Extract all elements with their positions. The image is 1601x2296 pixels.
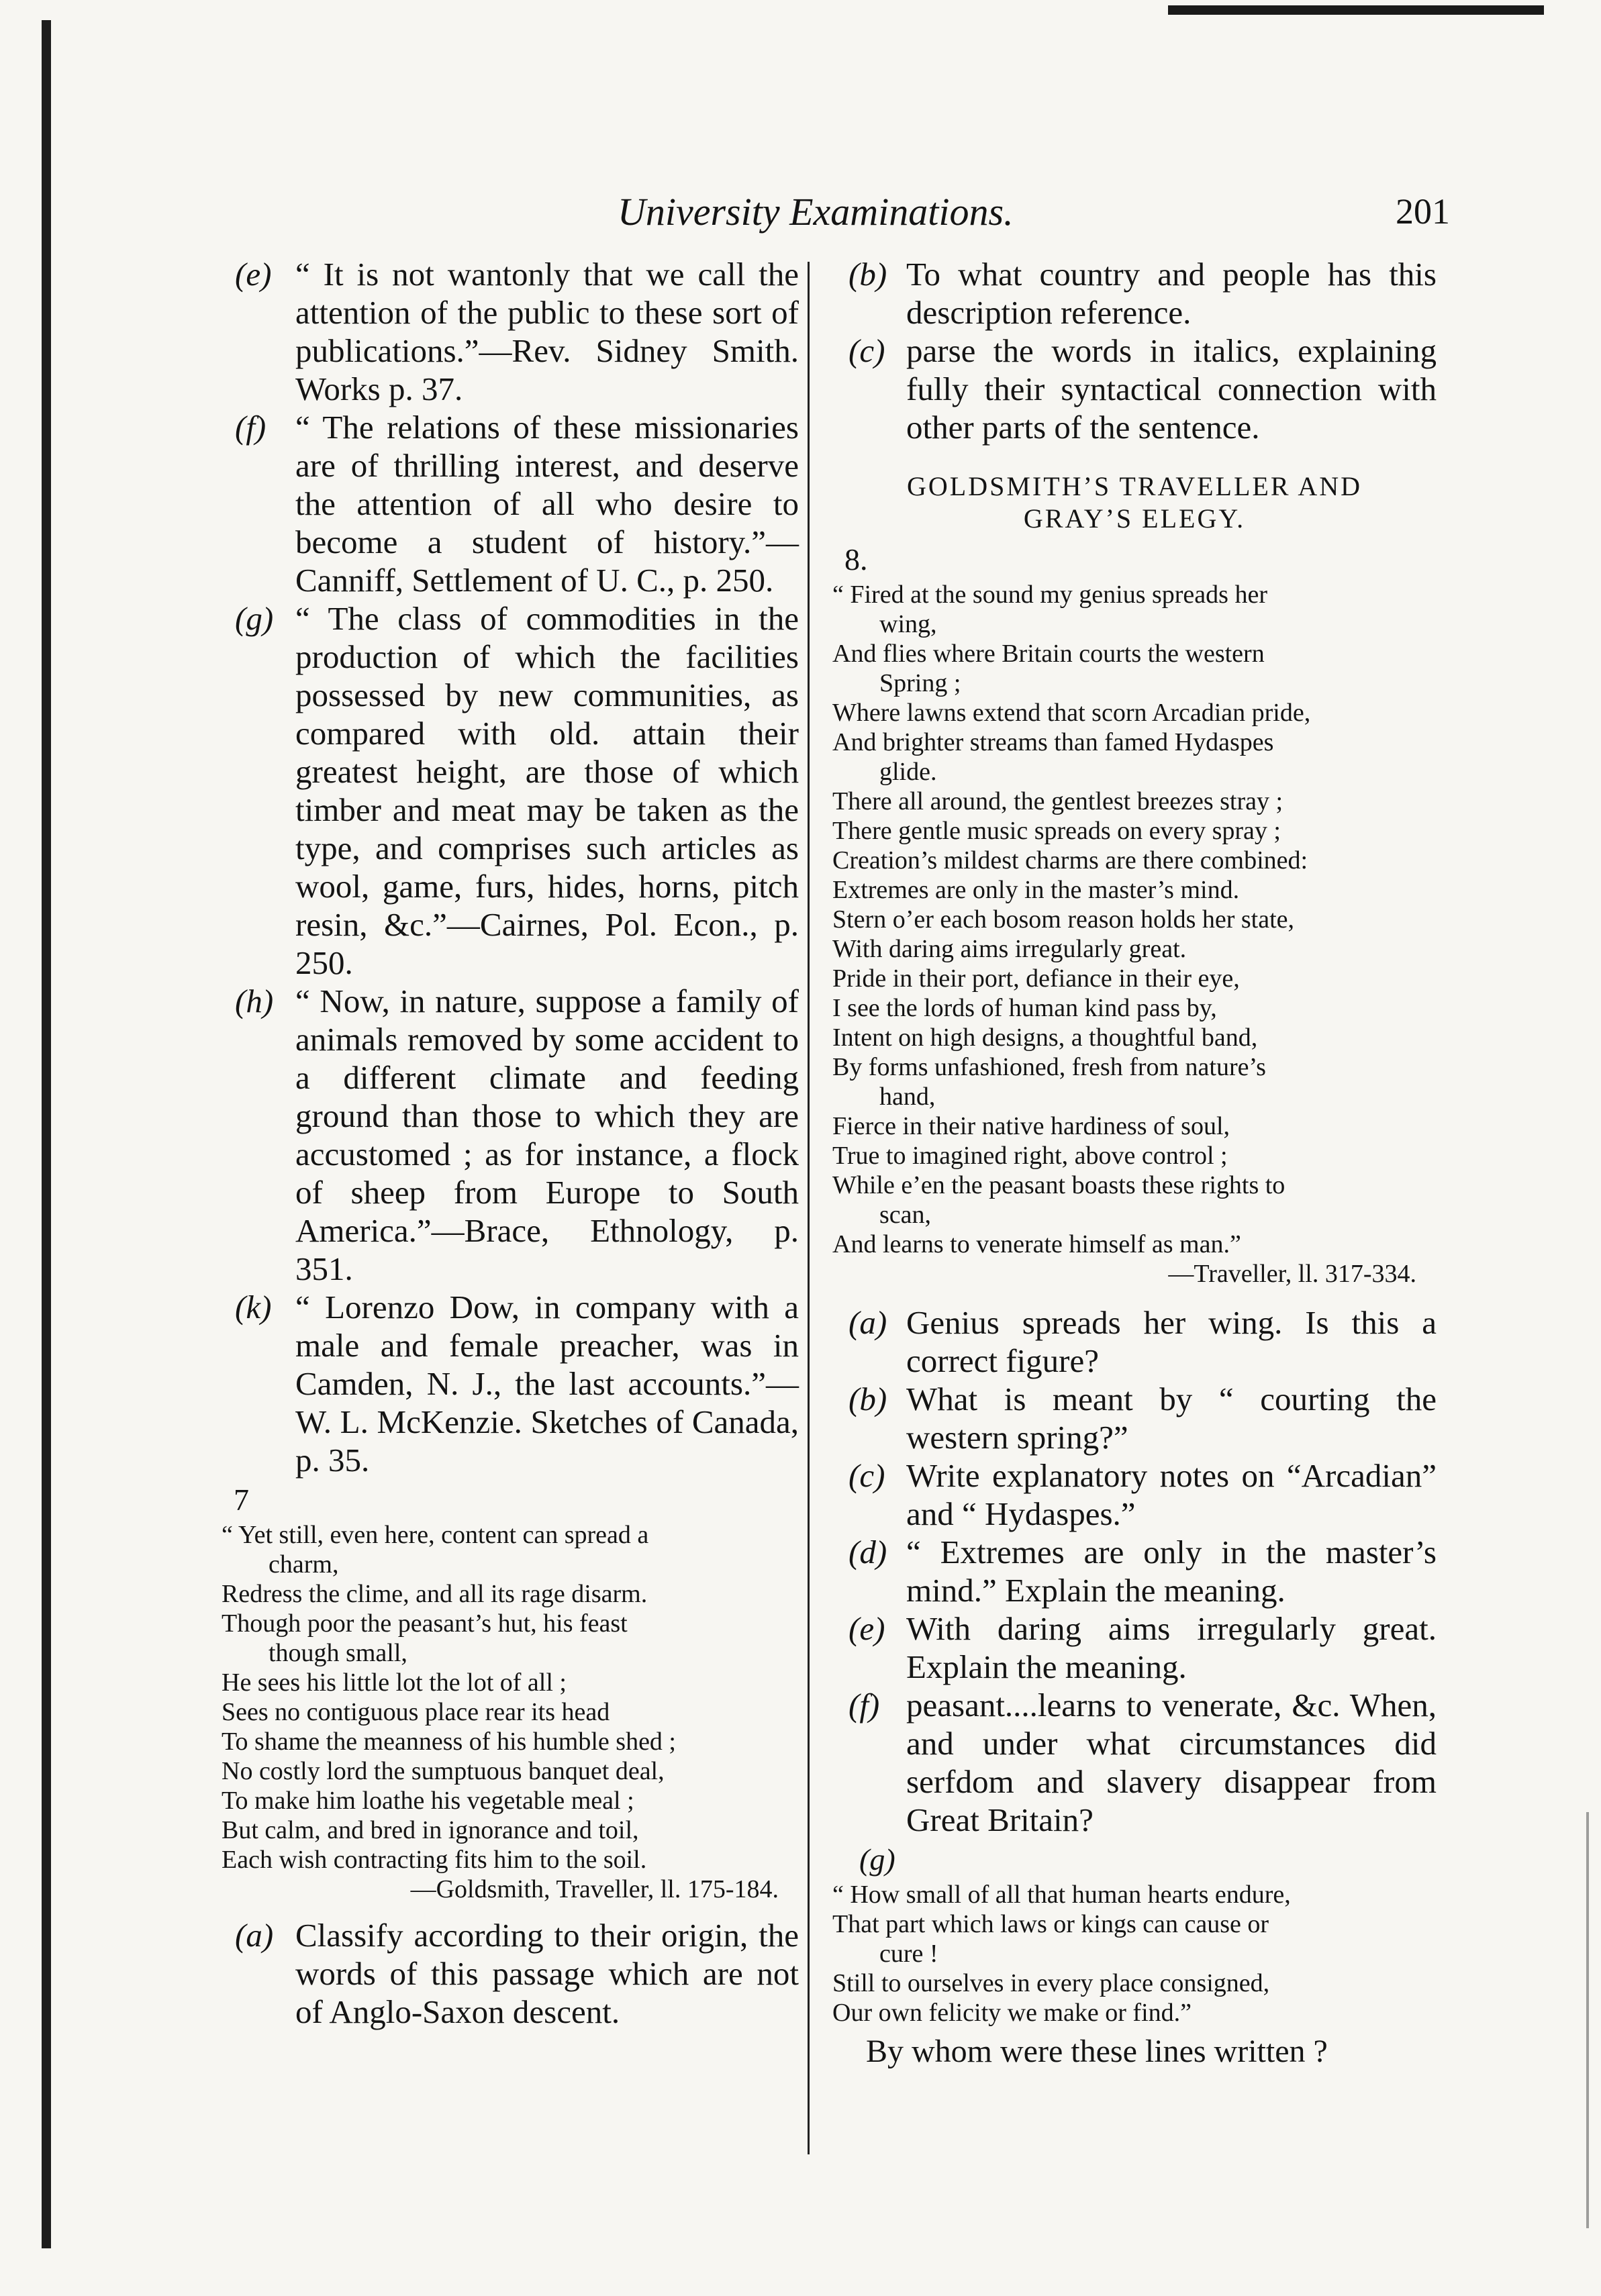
question-item-e bbox=[222, 255, 799, 408]
item-label: (a) bbox=[235, 1917, 274, 1954]
item-text: To what country and people has this description reference. bbox=[906, 256, 1437, 331]
poem-line: I see the lords of human kind pass by, bbox=[832, 994, 1217, 1022]
item-text: Genius spreads her wing. Is this a correct figure? bbox=[906, 1304, 1437, 1379]
poem-line: Redress the clime, and all its rage disarm. bbox=[222, 1580, 648, 1608]
poem-line: Each wish contracting fits him to the soil. bbox=[222, 1846, 647, 1874]
item-text: “ Now, in nature, suppose a family of animals removed by some accident to a different climate and feeding ground than those to which they are accustomed ; as for instance, a flock of sheep from Europe to South America.”—Brace, Ethnology, p. 351. bbox=[295, 983, 799, 1287]
right-column bbox=[832, 255, 1437, 2070]
item-text: “ The relations of these missionaries are of thrilling interest, and deserve the attention of all who desire to become a student of history.”—Canniff, Settlement of U. C., p. 250. bbox=[295, 409, 799, 599]
poem-line: And flies where Britain courts the western bbox=[832, 640, 1265, 668]
closing-question: By whom were these lines written ? bbox=[866, 2034, 1328, 2069]
item-label: (c) bbox=[848, 1457, 885, 1494]
poem-line: “ Fired at the sound my genius spreads her bbox=[832, 581, 1267, 609]
top-edge-bar bbox=[1168, 5, 1544, 15]
question-number-8: 8. bbox=[844, 542, 868, 577]
left-binding-edge bbox=[42, 20, 51, 2248]
section-heading-line1: GOLDSMITH’S TRAVELLER AND bbox=[907, 471, 1362, 501]
poem-line: Spring ; bbox=[879, 669, 961, 697]
page-number: 201 bbox=[1396, 191, 1450, 232]
item-text: peasant....learns to venerate, &c. When, and under what circumstances did serfdom and slavery disappear from Great Britain? bbox=[906, 1687, 1437, 1838]
item-text: “ It is not wantonly that we call the attention of the public to these sort of publications.”—Rev. Sidney Smith. Works p. 37. bbox=[295, 256, 799, 407]
item-text: What is meant by “ courting the western spring?” bbox=[906, 1381, 1437, 1456]
page-header bbox=[175, 176, 1450, 234]
poem-citation: —Goldsmith, Traveller, ll. 175-184. bbox=[410, 1875, 779, 1903]
poem-line: Intent on high designs, a thoughtful band, bbox=[832, 1024, 1258, 1052]
poem-line: hand, bbox=[879, 1083, 936, 1111]
poem-line: though small, bbox=[269, 1639, 407, 1667]
poem-line: There gentle music spreads on every spray ; bbox=[832, 817, 1281, 845]
question-item-h bbox=[222, 982, 799, 1288]
question-item-c bbox=[832, 332, 1437, 446]
item-label: (h) bbox=[235, 983, 274, 1019]
poem-line: cure ! bbox=[879, 1940, 938, 1968]
left-column bbox=[222, 255, 799, 2031]
poem-line: “ Yet still, even here, content can spread a bbox=[222, 1521, 649, 1549]
item-label: (b) bbox=[848, 256, 887, 293]
poem-line: Still to ourselves in every place consigned, bbox=[832, 1969, 1270, 1997]
column-divider bbox=[808, 262, 810, 2154]
poem-g-quotation bbox=[832, 1880, 1437, 2028]
item-text: With daring aims irregularly great. Explain the meaning. bbox=[906, 1610, 1437, 1685]
poem-line: “ How small of all that human hearts endure, bbox=[832, 1881, 1291, 1909]
question-item-f bbox=[222, 408, 799, 599]
poem-traveller-317 bbox=[832, 580, 1437, 1259]
poem-line: While e’en the peasant boasts these rights to bbox=[832, 1171, 1285, 1199]
item-label: (a) bbox=[848, 1304, 887, 1341]
item-label: (e) bbox=[235, 256, 272, 293]
running-title: University Examinations. bbox=[618, 190, 1014, 234]
question-item-7a bbox=[222, 1916, 799, 2031]
poem-line: But calm, and bred in ignorance and toil, bbox=[222, 1816, 639, 1844]
item-label: (c) bbox=[848, 332, 885, 369]
poem-line: Sees no contiguous place rear its head bbox=[222, 1698, 610, 1726]
question-item-8c bbox=[832, 1456, 1437, 1533]
poem-line: True to imagined right, above control ; bbox=[832, 1142, 1228, 1170]
poem-line: wing, bbox=[879, 610, 937, 638]
poem-line: glide. bbox=[879, 758, 937, 786]
item-label: (k) bbox=[235, 1289, 272, 1326]
item-label: (f) bbox=[848, 1687, 880, 1724]
poem-line: Creation’s mildest charms are there combined: bbox=[832, 846, 1308, 875]
question-item-8a bbox=[832, 1303, 1437, 1380]
right-binding-edge bbox=[1586, 1812, 1589, 2228]
question-item-8e bbox=[832, 1609, 1437, 1686]
question-item-g bbox=[222, 599, 799, 982]
poem-line: Extremes are only in the master’s mind. bbox=[832, 876, 1240, 904]
poem-line: Pride in their port, defiance in their eye, bbox=[832, 964, 1240, 993]
question-item-k bbox=[222, 1288, 799, 1479]
poem-line: Where lawns extend that scorn Arcadian pride, bbox=[832, 699, 1311, 727]
poem-line: That part which laws or kings can cause or bbox=[832, 1910, 1269, 1938]
poem-line: To make him loathe his vegetable meal ; bbox=[222, 1787, 634, 1815]
item-text: “ The class of commodities in the production of which the facilities possessed by new communities, as compared with old. attain their greatest height, are those of which timber and meat may be taken as the type, and comprises such articles as wool, game, furs, hides, horns, pitch resin, &c.”—Cairnes, Pol. Econ., p. 250. bbox=[295, 600, 799, 981]
item-text: Classify according to their origin, the words of this passage which are not of Anglo-Saxon descent. bbox=[295, 1917, 799, 2030]
poem-citation: —Traveller, ll. 317-334. bbox=[1168, 1260, 1416, 1288]
poem-line: scan, bbox=[879, 1201, 932, 1229]
poem-line: With daring aims irregularly great. bbox=[832, 935, 1187, 963]
poem-line: Fierce in their native hardiness of soul, bbox=[832, 1112, 1230, 1140]
poem-line: charm, bbox=[269, 1550, 339, 1579]
section-heading-line2: GRAY’S ELEGY. bbox=[1023, 503, 1246, 534]
section-heading bbox=[832, 470, 1437, 535]
question-item-b bbox=[832, 255, 1437, 332]
poem-line: There all around, the gentlest breezes stray ; bbox=[832, 787, 1283, 815]
poem-line: And brighter streams than famed Hydaspes bbox=[832, 728, 1274, 756]
item-text: Write explanatory notes on “Arcadian” and “ Hydaspes.” bbox=[906, 1457, 1437, 1532]
question-item-8f bbox=[832, 1686, 1437, 1839]
poem-line: He sees his little lot the lot of all ; bbox=[222, 1668, 567, 1697]
item-label: (g) bbox=[235, 600, 274, 637]
poem-line: Our own felicity we make or find.” bbox=[832, 1999, 1192, 2027]
poem-line: No costly lord the sumptuous banquet deal, bbox=[222, 1757, 665, 1785]
question-number-7: 7 bbox=[234, 1483, 249, 1517]
item-text: parse the words in italics, explaining fully their syntactical connection with other parts of the sentence. bbox=[906, 332, 1437, 446]
poem-line: By forms unfashioned, fresh from nature’s bbox=[832, 1053, 1266, 1081]
poem-line: And learns to venerate himself as man.” bbox=[832, 1230, 1241, 1258]
poem-goldsmith-175 bbox=[222, 1520, 799, 1875]
poem-line: To shame the meanness of his humble shed ; bbox=[222, 1728, 676, 1756]
item-label: (e) bbox=[848, 1610, 885, 1647]
question-item-8b bbox=[832, 1380, 1437, 1456]
item-text: “ Lorenzo Dow, in company with a male and female preacher, was in Camden, N. J., the last accounts.”—W. L. McKenzie. Sketches of Canada, p. 35. bbox=[295, 1289, 799, 1479]
poem-line: Stern o’er each bosom reason holds her state, bbox=[832, 905, 1295, 934]
question-label-g: (g) bbox=[859, 1842, 895, 1877]
item-label: (f) bbox=[235, 409, 266, 446]
item-label: (d) bbox=[848, 1534, 887, 1570]
question-item-8d bbox=[832, 1533, 1437, 1609]
item-label: (b) bbox=[848, 1381, 887, 1417]
poem-line: Though poor the peasant’s hut, his feast bbox=[222, 1609, 628, 1638]
item-text: “ Extremes are only in the master’s mind.” Explain the meaning. bbox=[906, 1534, 1437, 1609]
